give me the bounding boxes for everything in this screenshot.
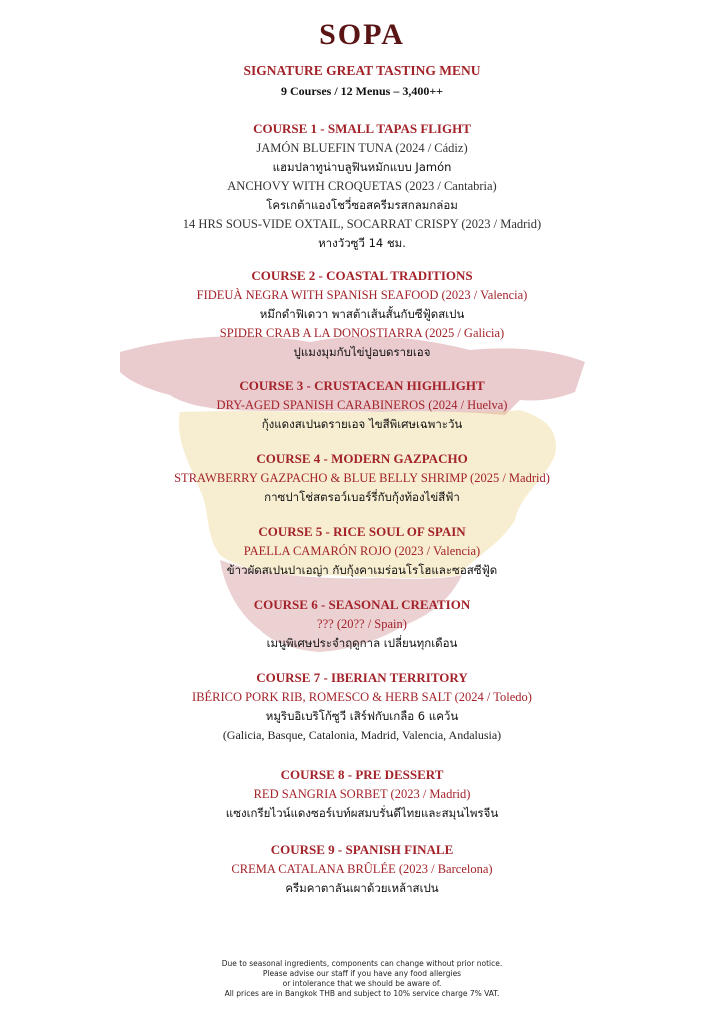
course-6	[0, 595, 724, 653]
dish-name-en: CREMA CATALANA BRÛLÉE (2023 / Barcelona)	[231, 862, 493, 876]
course-heading: COURSE 6 - SEASONAL CREATION	[253, 597, 471, 612]
dish-name-th: หมูริบอิเบริโก้ซูวี เสิร์ฟกับเกลือ 6 แคว้น	[265, 709, 459, 723]
course-4	[0, 449, 724, 507]
dish-name-th: ครีมคาตาลันเผาด้วยเหล้าสเปน	[285, 881, 439, 895]
dish-name-en: DRY-AGED SPANISH CARABINEROS (2024 / Huelva)	[216, 398, 508, 412]
restaurant-name: SOPA	[319, 18, 405, 51]
course-heading: COURSE 8 - PRE DESSERT	[280, 767, 444, 782]
dish-name-th: ข้าวผัดสเปนปาเอญ่า กับกุ้งคาเมร่อนโรโฮและซอสซีฟู้ด	[226, 563, 498, 577]
dish-note: (Galicia, Basque, Catalonia, Madrid, Valencia, Andalusia)	[222, 728, 502, 742]
course-2	[0, 266, 724, 362]
course-3	[0, 376, 724, 434]
dish-name-th: โครเกต้าแองโชวี่ซอสครีมรสกลมกล่อม	[266, 198, 458, 212]
dish-name-en: ??? (20?? / Spain)	[317, 617, 407, 631]
course-heading: COURSE 2 - COASTAL TRADITIONS	[251, 268, 473, 283]
disclaimer-line: Please advise our staff if you have any food allergies	[262, 969, 462, 978]
dish-name-th: ปูแมงมุมกับไข่ปูอบดรายเอจ	[293, 345, 431, 359]
dish-name-en: PAELLA CAMARÓN ROJO (2023 / Valencia)	[243, 544, 481, 558]
course-heading: COURSE 7 - IBERIAN TERRITORY	[256, 670, 468, 685]
dish-name-en: STRAWBERRY GAZPACHO & BLUE BELLY SHRIMP (2025 / Madrid)	[174, 471, 550, 485]
course-heading: COURSE 1 - SMALL TAPAS FLIGHT	[253, 121, 471, 136]
course-heading: COURSE 5 - RICE SOUL OF SPAIN	[258, 524, 466, 539]
disclaimer-line: All prices are in Bangkok THB and subject to 10% service charge 7% VAT.	[224, 989, 500, 998]
dish-name-en: FIDEUÀ NEGRA WITH SPANISH SEAFOOD (2023 / Valencia)	[196, 288, 528, 302]
course-7	[0, 668, 724, 745]
dish-name-en: JAMÓN BLUEFIN TUNA (2024 / Cádiz)	[256, 141, 468, 155]
dish-name-en: RED SANGRIA SORBET (2023 / Madrid)	[253, 787, 471, 801]
course-heading: COURSE 3 - CRUSTACEAN HIGHLIGHT	[239, 378, 485, 393]
menu-summary: 9 Courses / 12 Menus – 3,400++	[280, 84, 443, 98]
dish-name-th: แซงเกรียไวน์แดงซอร์เบท์ผสมบรั่นดีไทยและสมุนไพรจีน	[225, 806, 499, 820]
dish-name-en: SPIDER CRAB A LA DONOSTIARRA (2025 / Galicia)	[219, 326, 505, 340]
course-1	[0, 119, 724, 253]
disclaimer-line: or intolerance that we should be aware of.	[282, 979, 442, 988]
course-9	[0, 840, 724, 898]
menu-subtitle: SIGNATURE GREAT TASTING MENU	[243, 63, 481, 78]
dish-name-en: ANCHOVY WITH CROQUETAS (2023 / Cantabria)	[227, 179, 497, 193]
footer-disclaimer	[0, 959, 724, 999]
dish-name-th: เมนูพิเศษประจำฤดูกาล เปลี่ยนทุกเดือน	[266, 636, 458, 650]
dish-name-th: กุ้งแดงสเปนดรายเอจ ไขสีพิเศษเฉพาะวัน	[261, 417, 463, 431]
dish-name-th: หางวัวซูวี 14 ชม.	[318, 236, 406, 250]
dish-name-th: หมึกดำฟิเดวา พาสต้าเส้นสั้นกับซีฟู้ดสเปน	[259, 307, 465, 321]
course-heading: COURSE 4 - MODERN GAZPACHO	[256, 451, 468, 466]
dish-name-th: แฮมปลาทูน่าบลูฟินหมักแบบ Jamón	[272, 160, 452, 174]
course-5	[0, 522, 724, 580]
disclaimer-line: Due to seasonal ingredients, components can change without prior notice.	[221, 959, 503, 968]
course-8	[0, 765, 724, 823]
dish-name-th: กาซปาโช่สตรอว์เบอร์รี่กับกุ้งท้องไข่สีฟ้า	[264, 490, 460, 504]
course-heading: COURSE 9 - SPANISH FINALE	[270, 842, 454, 857]
dish-name-en: IBÉRICO PORK RIB, ROMESCO & HERB SALT (2024 / Toledo)	[192, 690, 532, 704]
dish-name-en: 14 HRS SOUS-VIDE OXTAIL, SOCARRAT CRISPY (2023 / Madrid)	[182, 217, 542, 231]
